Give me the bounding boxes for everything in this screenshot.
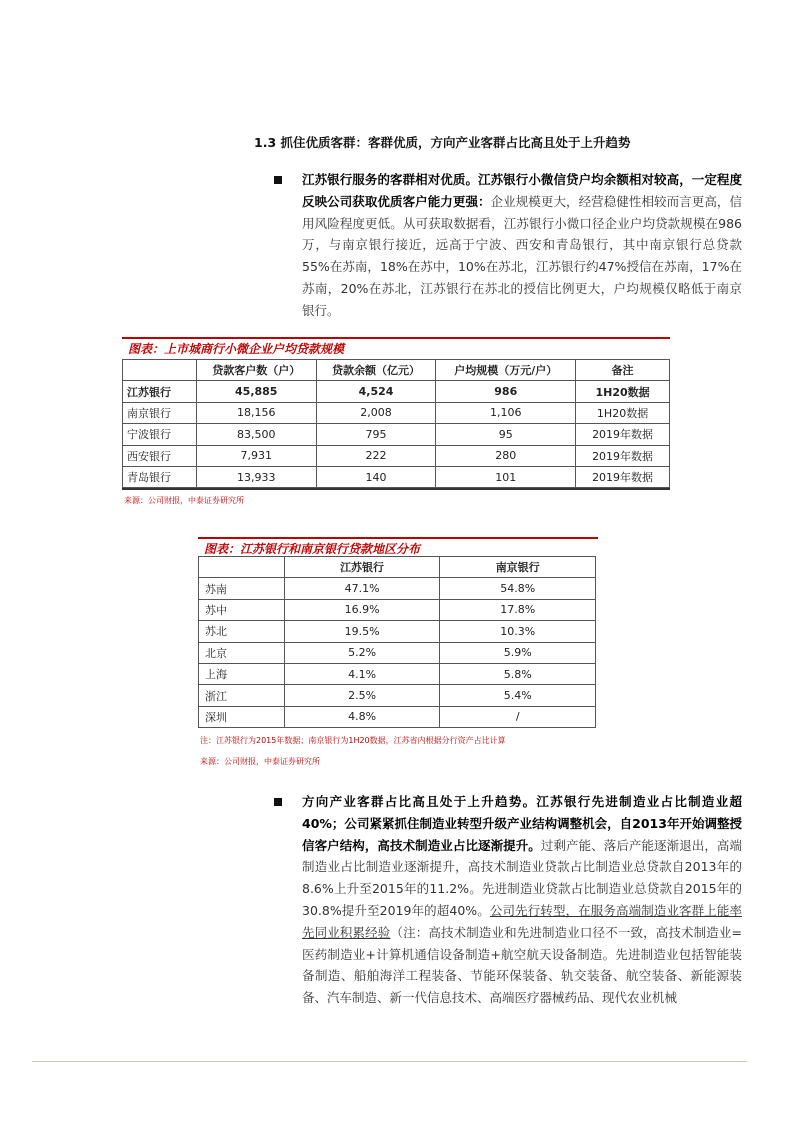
table-cell: 795 [316, 424, 436, 445]
table-cell: 222 [316, 445, 436, 466]
table-cell: 16.9% [284, 599, 440, 620]
table-cell: 101 [436, 466, 576, 487]
region-name-cell: 苏南 [199, 578, 285, 599]
table-cell: 1,106 [436, 402, 576, 423]
table-cell: / [440, 706, 596, 727]
bullet-marker [274, 798, 282, 806]
table-cell: 45,885 [196, 381, 316, 402]
table-loan-scale [122, 359, 670, 488]
region-name-cell: 苏中 [199, 599, 285, 620]
table-cell: 280 [436, 445, 576, 466]
table-cell: 19.5% [284, 621, 440, 642]
table-cell: 4.8% [284, 706, 440, 727]
paragraph-customer-quality [302, 169, 742, 322]
table-cell: 1H20数据 [576, 402, 670, 423]
table-row [123, 466, 670, 487]
figure-top-rule [198, 537, 598, 539]
table-cell: 5.4% [440, 685, 596, 706]
region-name-cell: 苏北 [199, 621, 285, 642]
table-cell: 5.9% [440, 642, 596, 663]
table-cell: 2,008 [316, 402, 436, 423]
figure-bottom-rule [122, 488, 670, 490]
bank-name-cell: 江苏银行 [123, 381, 197, 402]
note-table2: 注：江苏银行为2015年数据；南京银行为1H20数据，江苏省内根据分行资产占比计算 [200, 736, 506, 745]
table-cell: 54.8% [440, 578, 596, 599]
table-row [123, 402, 670, 423]
table-row [199, 663, 596, 684]
column-header: 贷款客户数（户） [196, 360, 316, 381]
paragraph-lead: 方向产业客群占比高且处于上升趋势。江苏银行先进制造业占比制造业超40%；公司紧紧抓住制造业转型升级产业结构调整机会，自2013年开始调整授信客户结构，高技术制造业占比逐渐提升。 [302, 794, 742, 853]
table-cell: 986 [436, 381, 576, 402]
paragraph-body: 过剩产能、落后产能逐渐退出，高端制造业占比制造业逐渐提升，高技术制造业贷款占比制造业总贷款自2013年的8.6%上升至2015年的11.2%。先进制造业贷款占比制造业总贷款自2015年的30.8%提升至2019年的超40%。 [302, 837, 742, 918]
table-cell: 13,933 [196, 466, 316, 487]
table-row [123, 424, 670, 445]
table-cell: 7,931 [196, 445, 316, 466]
bullet-marker [274, 176, 282, 184]
table-row [123, 445, 670, 466]
table-header-row [123, 360, 670, 381]
figure-title-loan-scale: 图表：上市城商行小微企业户均贷款规模 [128, 342, 345, 356]
region-name-cell: 浙江 [199, 685, 285, 706]
paragraph-lead: 江苏银行服务的客群相对优质。江苏银行小微信贷户均余额相对较高，一定程度反映公司获取优质客户能力更强： [302, 172, 742, 209]
table-cell: 83,500 [196, 424, 316, 445]
table-row [199, 706, 596, 727]
table-regional-distribution [198, 556, 596, 728]
table-cell: 2019年数据 [576, 424, 670, 445]
table-row [199, 642, 596, 663]
table-header-row [199, 557, 596, 578]
underlined-statement: 公司先行转型，在服务高端制造业客群上能率先同业积累经验 [302, 902, 742, 940]
bank-name-cell: 西安银行 [123, 445, 197, 466]
table-cell: 95 [436, 424, 576, 445]
table-row [199, 685, 596, 706]
section-heading: 1.3 抓住优质客群：客群优质，方向产业客群占比高且处于上升趋势 [254, 135, 631, 150]
source-note-table1: 来源：公司财报，中泰证券研究所 [124, 496, 244, 505]
figure-title-regional-distribution: 图表：江苏银行和南京银行贷款地区分布 [204, 542, 421, 556]
table-cell: 2019年数据 [576, 466, 670, 487]
column-header: 备注 [576, 360, 670, 381]
table-cell: 1H20数据 [576, 381, 670, 402]
table-cell: 5.8% [440, 663, 596, 684]
paragraph-tail: （注：高技术制造业和先进制造业口径不一致，高技术制造业=医药制造业+计算机通信设备制造+航空航天设备制造。先进制造业包括智能装备制造、船舶海洋工程装备、节能环保装备、轨交装备、航空装备、新能源装备、汽车制造、新一代信息技术、高端医疗器械药品、现代农业机械 [302, 924, 742, 1006]
column-header [123, 360, 197, 381]
table-cell: 5.2% [284, 642, 440, 663]
table-row [199, 599, 596, 620]
table-cell: 4,524 [316, 381, 436, 402]
column-header: 贷款余额（亿元） [316, 360, 436, 381]
region-name-cell: 上海 [199, 663, 285, 684]
source-note-table2: 来源：公司财报，中泰证券研究所 [200, 757, 320, 766]
table-cell: 2019年数据 [576, 445, 670, 466]
table-cell: 10.3% [440, 621, 596, 642]
bank-name-cell: 南京银行 [123, 402, 197, 423]
figure-top-rule [122, 337, 670, 339]
region-name-cell: 深圳 [199, 706, 285, 727]
bank-name-cell: 青岛银行 [123, 466, 197, 487]
table-cell: 18,156 [196, 402, 316, 423]
paragraph-industry-clients [302, 791, 742, 1009]
region-name-cell: 北京 [199, 642, 285, 663]
table-row [199, 578, 596, 599]
table-cell: 2.5% [284, 685, 440, 706]
table-row [199, 621, 596, 642]
column-header: 户均规模（万元/户） [436, 360, 576, 381]
table-cell: 17.8% [440, 599, 596, 620]
table-cell: 4.1% [284, 663, 440, 684]
column-header [199, 557, 285, 578]
column-header: 南京银行 [440, 557, 596, 578]
column-header: 江苏银行 [284, 557, 440, 578]
table-cell: 47.1% [284, 578, 440, 599]
bank-name-cell: 宁波银行 [123, 424, 197, 445]
paragraph-body: 企业规模更大，经营稳健性相较而言更高，信用风险程度更低。从可获取数据看，江苏银行小微口径企业户均贷款规模在986万，与南京银行接近，远高于宁波、西安和青岛银行，其中南京银行总贷款55%在苏南，18%在苏中，10%在苏北，江苏银行约47%授信在苏南，17%在苏南，20%在苏北，江苏银行在苏北的授信比例更大，户均规模仅略低于南京银行。 [302, 193, 742, 318]
table-row [123, 381, 670, 402]
table-cell: 140 [316, 466, 436, 487]
footer-rule [32, 1061, 747, 1062]
